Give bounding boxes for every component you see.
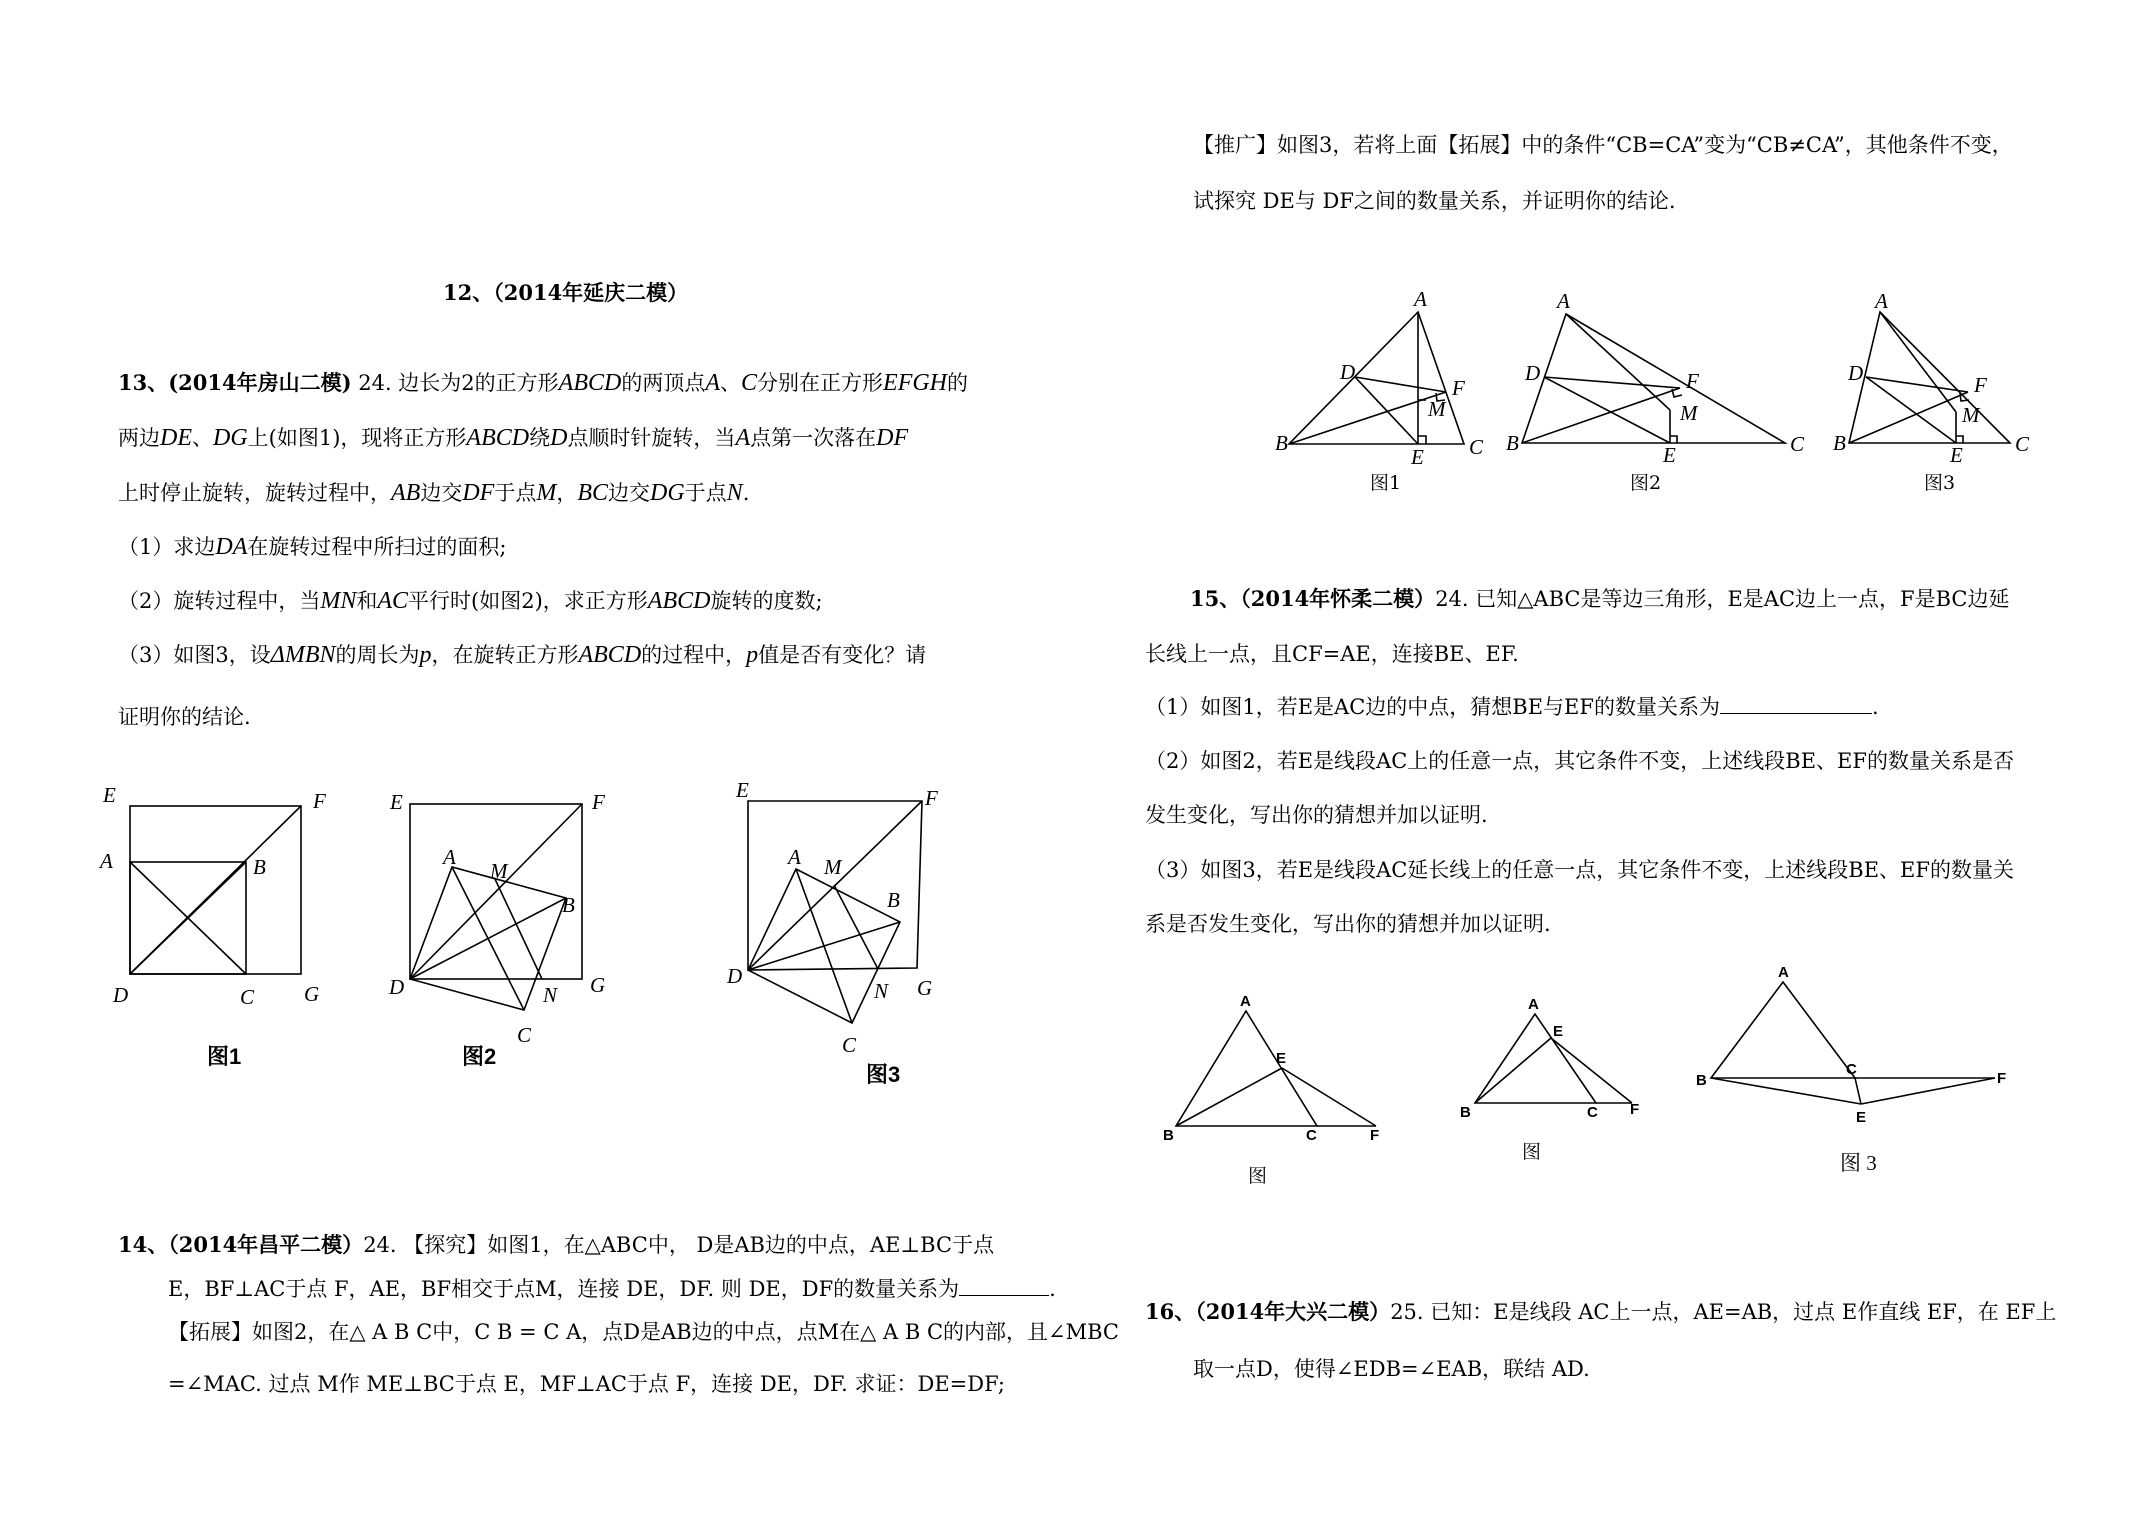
q13-text: （2）旋转过程中，当 <box>118 589 321 613</box>
math-N: N <box>726 480 743 506</box>
q13-figure-2 <box>388 790 605 1069</box>
q13-text: （1）求边 <box>118 535 216 559</box>
label-m: M <box>1680 401 1698 425</box>
label-f: F <box>1686 369 1699 393</box>
right-angle-e <box>1670 436 1677 443</box>
label-f: F <box>925 786 938 810</box>
label-d: D <box>1525 361 1541 385</box>
label-f: F <box>592 790 605 814</box>
label-m: M <box>1962 403 1980 427</box>
label-a: A <box>1528 996 1539 1013</box>
q15-number: 15、 <box>1190 586 1241 611</box>
segment-ce <box>1855 1078 1861 1104</box>
label-c: C <box>1469 435 1484 459</box>
q13-text: 边交 <box>608 481 650 505</box>
q16-line-2 <box>1193 1355 1590 1383</box>
right-angle-e <box>1418 436 1426 444</box>
q13-text: ，在旋转正方形 <box>431 643 579 667</box>
math-DG: DG <box>213 425 248 451</box>
q13-text: 上时停止旋转，旋转过程中， <box>118 481 391 505</box>
label-g: G <box>917 976 933 1000</box>
tg-figure-1 <box>1275 287 1484 494</box>
q13-text: 于点 <box>684 481 727 505</box>
q13-number: 13、 <box>118 370 169 395</box>
label-b: B <box>1163 1127 1174 1144</box>
q13-text: 和 <box>356 589 378 613</box>
diagonal-ac <box>796 869 852 1023</box>
segment-mn <box>495 879 542 979</box>
label-a: A <box>443 845 456 869</box>
math-DE: DE <box>160 425 192 451</box>
math-p: p <box>746 642 759 668</box>
math-AB: AB <box>391 480 421 506</box>
math-ABCD: ABCD <box>647 588 711 614</box>
q14-source: （2014年昌平二模） <box>168 1232 364 1257</box>
q13-text: 、 <box>192 426 213 450</box>
label-e: E <box>736 778 749 802</box>
math-DG: DG <box>650 480 685 506</box>
q13-text: 的两顶点 <box>621 371 706 395</box>
q13-source: (2014年房山二模) <box>168 370 352 395</box>
q16-number: 16、 <box>1145 1299 1196 1324</box>
q15-part-1 <box>1145 693 1879 721</box>
q16-line-1 <box>1145 1298 2056 1326</box>
q13-text: 、 <box>720 371 742 395</box>
figure-caption-1: 图1 <box>1370 472 1402 494</box>
math-BC: BC <box>577 480 608 506</box>
label-e: E <box>1663 443 1676 467</box>
q14-number: 14、 <box>118 1232 169 1257</box>
segment-bf <box>1522 388 1680 443</box>
label-c: C <box>240 985 255 1009</box>
label-c: C <box>842 1033 857 1057</box>
figure-caption-3: 图3 <box>1924 472 1956 494</box>
label-f: F <box>313 789 326 813</box>
label-g: G <box>304 982 320 1006</box>
math-M: M <box>536 480 557 506</box>
label-c: C <box>1846 1061 1857 1078</box>
label-a: A <box>1875 289 1888 313</box>
q13-text: 在旋转过程中所扫过的面积; <box>247 535 507 559</box>
label-d: D <box>113 983 129 1007</box>
q15-text: （3）如图3，若E是线段AC延长线上的任意一点，其它条件不变，上述线段BE、EF的数量关 <box>1145 858 2014 882</box>
label-m: M <box>490 859 508 883</box>
label-d: D <box>1340 360 1356 384</box>
q14-text: =∠MAC. 过点 M作 ME⊥BC于点 E，MF⊥AC于点 F，连接 DE，DF. 求证：DE=DF; <box>168 1372 1005 1396</box>
label-a: A <box>1414 287 1427 311</box>
math-AC: AC <box>377 588 409 614</box>
math-DF: DF <box>876 425 909 451</box>
label-f: F <box>1630 1101 1640 1118</box>
q15-text: 系是否发生变化，写出你的猜想并加以证明. <box>1145 912 1551 936</box>
segment-ef <box>1282 1068 1376 1126</box>
diagonal-ac <box>452 867 524 1010</box>
label-e: E <box>1856 1109 1867 1126</box>
q13-text: 点第一次落在 <box>750 426 877 450</box>
label-b: B <box>1460 1104 1471 1121</box>
q14-line-2 <box>168 1275 1056 1303</box>
label-e: E <box>1950 443 1963 467</box>
label-e: E <box>1411 445 1424 469</box>
math-C: C <box>741 370 758 396</box>
q13-text: 两边 <box>118 426 160 450</box>
label-d: D <box>1848 361 1864 385</box>
q14-line-3 <box>168 1318 1119 1346</box>
segment-ef <box>1861 1078 1995 1104</box>
q12-number: 12、 <box>443 280 494 305</box>
triangle-abc <box>1289 312 1464 444</box>
figure-caption-2: 图 <box>1522 1141 1542 1163</box>
figure-caption-1: 图1 <box>207 1044 242 1069</box>
segment-mn <box>834 885 878 969</box>
label-b: B <box>253 855 266 879</box>
q16-text: 25. 已知：E是线段 AC上一点，AE=AB，过点 E作直线 EF，在 EF上 <box>1390 1300 2057 1324</box>
label-m: M <box>824 855 842 879</box>
figure-caption-2: 图2 <box>462 1044 497 1069</box>
q14-text: 24. 【探究】如图1，在△ABC中， D是AB边的中点，AE⊥BC于点 <box>363 1233 995 1257</box>
q15-source: （2014年怀柔二模） <box>1240 586 1436 611</box>
label-n: N <box>874 979 889 1003</box>
label-b: B <box>1696 1072 1707 1089</box>
q14-text: E，BF⊥AC于点 F，AE，BF相交于点M，连接 DE，DF. 则 DE，DF的数量关系为 <box>168 1277 960 1301</box>
tg-line-1 <box>1193 131 2013 159</box>
q13-text: 边交 <box>420 481 463 505</box>
label-e: E <box>103 783 116 807</box>
segment-am <box>1880 312 1956 412</box>
q15-text: . <box>1871 695 1879 719</box>
answer-blank[interactable] <box>1720 693 1872 714</box>
label-a: A <box>100 849 113 873</box>
math-EFGH: EFGH <box>883 370 948 396</box>
q13-text: 上(如图1)，现将正方形 <box>247 426 467 450</box>
label-b: B <box>1275 431 1288 455</box>
q15-line-1 <box>1190 585 2010 613</box>
q15-line-2 <box>1145 640 1519 668</box>
diagonal-df <box>130 806 301 974</box>
q15-text: （1）如图1，若E是AC边的中点，猜想BE与EF的数量关系为 <box>1145 695 1720 719</box>
q15-part-2-cont <box>1145 801 1488 829</box>
math-DF: DF <box>462 480 495 506</box>
label-b: B <box>562 893 575 917</box>
label-g: G <box>590 973 606 997</box>
label-e: E <box>1553 1023 1564 1040</box>
q15-figure-1 <box>1163 993 1379 1187</box>
math-ABCD: ABCD <box>578 642 642 668</box>
label-e: E <box>1276 1050 1287 1067</box>
label-a: A <box>788 845 801 869</box>
q14-line-4 <box>168 1370 1005 1398</box>
label-f: F <box>1370 1127 1380 1144</box>
q13-text: ， <box>556 481 578 505</box>
q13-text: 值是否有变化？请 <box>758 643 927 667</box>
segment-be <box>1176 1068 1282 1126</box>
math-p: p <box>419 642 432 668</box>
q13-text: 证明你的结论. <box>118 705 251 729</box>
label-b: B <box>887 888 900 912</box>
q13-text: 旋转的度数; <box>710 589 823 613</box>
q14-line-1 <box>118 1231 994 1259</box>
label-a: A <box>1557 289 1570 313</box>
q13-text: 24. 边长为2的正方形 <box>351 371 559 395</box>
math-D: D <box>550 425 568 451</box>
q15-figure-2 <box>1460 996 1639 1163</box>
q13-text: . <box>742 481 750 505</box>
q15-part-2 <box>1145 747 2014 775</box>
math-A: A <box>735 425 751 451</box>
label-f: F <box>1997 1070 2007 1087</box>
q13-text: 的 <box>947 371 969 395</box>
triangle-abc <box>1711 982 1855 1078</box>
math-DA: DA <box>215 534 248 560</box>
q15-text: 长线上一点，且CF=AE，连接BE、EF. <box>1145 642 1519 666</box>
right-angle-e <box>1956 436 1963 443</box>
q13-text: 平行时(如图2)，求正方形 <box>408 589 648 613</box>
segment-de <box>1544 377 1670 443</box>
answer-blank[interactable] <box>959 1275 1049 1296</box>
math-triangle-MBN: ΔMBN <box>270 642 336 668</box>
q13-figure-3 <box>726 778 938 1087</box>
math-MN: MN <box>320 588 357 614</box>
q14-text: . <box>1049 1277 1056 1301</box>
q13-text: 点顺时针旋转，当 <box>567 426 736 450</box>
q13-text: 分别在正方形 <box>757 371 884 395</box>
q13-text: 绕 <box>529 426 551 450</box>
math-ABCD: ABCD <box>466 425 530 451</box>
segment-de <box>1866 377 1956 443</box>
q15-part-3-cont <box>1145 910 1551 938</box>
label-b: B <box>1833 431 1846 455</box>
q13-text: （3）如图3，设 <box>118 643 271 667</box>
q15-text: 24. 已知△ABC是等边三角形，E是AC边上一点，F是BC边延 <box>1435 587 2010 611</box>
segment-df <box>1544 377 1680 388</box>
tg-figure-2 <box>1506 289 1805 494</box>
q16-text: 取一点D，使得∠EDB=∠EAB，联结 AD. <box>1193 1357 1590 1381</box>
label-c: C <box>2015 432 2030 456</box>
segment-bf <box>1849 392 1968 443</box>
label-c: C <box>1306 1127 1317 1144</box>
tg-text: 【推广】如图3，若将上面【拓展】中的条件“CB=CA”变为“CB≠CA”，其他条件不变， <box>1193 133 2013 157</box>
segment-de <box>1355 377 1418 444</box>
q13-text: 于点 <box>494 481 537 505</box>
q12-source: （2014年延庆二模） <box>493 280 689 305</box>
q13-text: 的过程中， <box>641 643 747 667</box>
segment-am <box>1566 314 1670 410</box>
math-ABCD: ABCD <box>558 370 622 396</box>
label-m: M <box>1428 397 1446 421</box>
label-b: B <box>1506 431 1519 455</box>
label-f: F <box>1452 376 1465 400</box>
segment-ef <box>1551 1038 1632 1103</box>
q15-text: （2）如图2，若E是线段AC上的任意一点，其它条件不变，上述线段BE、EF的数量关系是否 <box>1145 749 2014 773</box>
label-c: C <box>1587 1104 1598 1121</box>
q15-text: 发生变化，写出你的猜想并加以证明. <box>1145 803 1488 827</box>
figure-caption-2: 图2 <box>1630 472 1662 494</box>
tg-figure-3 <box>1833 289 2030 494</box>
label-d: D <box>389 975 405 999</box>
label-c: C <box>517 1023 532 1047</box>
label-c: C <box>1790 432 1805 456</box>
triangle-abc <box>1176 1011 1317 1126</box>
segment-df <box>1355 377 1446 392</box>
figure-caption-3: 图 3 <box>1840 1151 1877 1175</box>
label-a: A <box>1240 993 1251 1010</box>
segment-be <box>1711 1078 1861 1104</box>
q15-figure-3 <box>1696 964 2006 1175</box>
label-f: F <box>1974 373 1987 397</box>
math-A: A <box>705 370 721 396</box>
q14-text: 【拓展】如图2，在△ A B C中，C B = C A，点D是AB边的中点，点M在△ A B C的内部，且∠MBC <box>168 1320 1119 1344</box>
q15-part-3 <box>1145 856 2014 884</box>
label-a: A <box>1778 964 1789 981</box>
tg-line-2 <box>1193 187 1676 215</box>
figure-caption-1: 图 <box>1248 1165 1268 1187</box>
label-e: E <box>390 790 403 814</box>
label-d: D <box>727 964 743 988</box>
triangle-abc <box>1475 1014 1596 1103</box>
q16-source: （2014年大兴二模） <box>1195 1299 1391 1324</box>
q13-figure-1 <box>98 783 326 1069</box>
figure-caption-3: 图3 <box>866 1062 901 1087</box>
q13-text: 的周长为 <box>335 643 420 667</box>
label-n: N <box>543 983 558 1007</box>
tg-text: 试探究 DE与 DF之间的数量关系，并证明你的结论. <box>1193 189 1676 213</box>
